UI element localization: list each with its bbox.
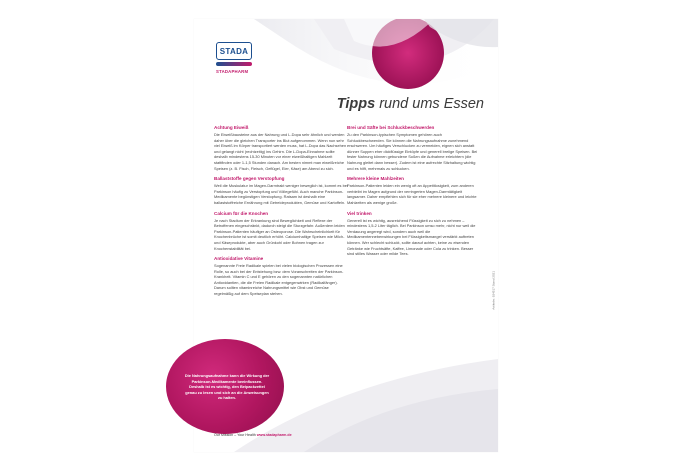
footer-url-link[interactable]: www.stadapharm.de bbox=[256, 433, 292, 437]
logo-subtitle: STADAPHARM bbox=[216, 69, 249, 74]
logo-swoosh-icon bbox=[216, 62, 252, 66]
section bbox=[347, 176, 480, 205]
section bbox=[347, 125, 480, 171]
section-text: Zu den Parkinson-typischen Symptomen gehören auch Schluckbeschwerden. Sie können die Nahrungsaufnahme zunehmend erschweren. Um häufiges Verschlucken zu vermeiden, eignen sich anstatt dünner Suppen eher dickflüssige Eintöpfe und generell breiige Speisen. Bei fester Nahrung können gebundene Soßen die Aufnahme erleichtern (die Nahrung gleitet dann besser). Zudem ist eine aufrechte Sitzhaltung wichtig und es hilft, mehrmals zu schlucken. bbox=[347, 132, 478, 171]
section-text: Parkinson-Patienten leiden ein wenig oft an Appetitlosigkeit, zum anderen verbleibt im Magen aufgrund der verringerten Magen-Darmtätigkeit langsamer. Daher empfiehlen sich für sie eher mehrere kleinere und leichte Mahlzeiten als wenige große. bbox=[347, 183, 477, 205]
section bbox=[214, 211, 348, 252]
section-text: Sogenannte Freie Radikale spielen bei vielen biologischen Prozessen eine Rolle, so auch bei der Entstehung bzw. dem Voranschreiten der Parkinson-Krankheit. Vitamin C und E gehören zu den sogenannten natürlichen Antioxidantien, die die Freien Radikale entgegenwirken (Radikalfänger). Darum sollten vitaminreiche Nahrungsmittel wie Obst und Gemüse regelmäßig auf dem Speiseplan stehen. bbox=[214, 263, 344, 297]
section bbox=[214, 125, 348, 171]
section-heading: Brei und Säfte bei Schluckbeschwerden bbox=[347, 125, 435, 130]
section-text: Generell ist es wichtig, ausreichend Flüssigkeit zu sich zu nehmen – mindestens 1,5-2 Liter täglich. Bei Parkinson umso mehr, nicht nur weil die Verdauung angeregt wird, sondern auch weil die Medikamentennebenwirkungen bei Flüssigkeitsmangel verstärkt auftreten können. Wer schlecht schluckt, sollte darauf achten, keine zu eisenden Getränke wie Fruchtsäfte, Kaffee, Limonade oder Cola zu trinken. Besser sind stilles Wasser oder milde Tees. bbox=[347, 217, 476, 257]
section-text: Weil die Muskulatur im Magen-Darmtrakt weniger beweglich ist, kommt es bei Parkinson häufig zu Verstopfung und Völlegefühl. Auch manche Parkinson-Medikamente begünstigen Verstopfung. Ratsam ist deshalb eine ballaststoffreiche Ernährung mit Getreideprodukten, Gemüse und Kartoffeln. bbox=[214, 183, 348, 205]
callout-text: Die Nahrungsaufnahme kann die Wirkung der Parkinson-Medikamente beeinflussen. Deshalb ist es wichtig, den Beipackzettel genau zu lesen und sich an die Anweisungen zu halten. bbox=[184, 373, 270, 401]
section-text: Die Eiweißbausteine aus der Nahrung und L-Dopa sehr ähnlich und werden daher über die gleichen Transporter ins Blut aufgenommen. Wenn nun sehr viel Eiweiß im Körper transportiert werden muss, hat L-Dopa das Nachsehen und gelangt nicht (rechtzeitig) ins Gehirn. Die L-Dopa-Einnahme sollte deshalb mindestens 15-30 Minuten vor einer eiweißhaltigen Mahlzeit stattfinden oder 1-1,5 Stunden danach. Am besten nimmt man eiweißreiche Speisen (z. B. Fisch, Fleisch, Geflügel, Eier, Käse) am Abend zu sich. bbox=[214, 132, 347, 171]
section-heading: Achtung Eiweiß bbox=[214, 125, 249, 130]
title-bold: Tipps bbox=[336, 96, 376, 112]
section-heading: Mehrere kleine Mahlzeiten bbox=[347, 176, 404, 182]
section-heading: Antioxidative Vitamine bbox=[214, 256, 264, 262]
section bbox=[214, 256, 348, 297]
article-number: Artikelnr. 924517 Stand 2021 bbox=[492, 271, 496, 310]
section-text: Je nach Stadium der Erkrankung sind Beweglichkeit und Reflexe der Betroffenen eingeschränkt, dadurch steigt die Sturzgefahr. Außerdem leiden Parkinson-Patienten häufiger an Osteoporose. Die Wahrscheinlichkeit für Knochenbrüche ist somit deutlich erhöht. Calciumhaltige Speisen wie Milch- und Käseprodukte, aber auch Grünkohl oder Bohnen tragen zur Knochenstabilität bei. bbox=[214, 217, 345, 251]
logo-wordmark: STADA bbox=[219, 46, 249, 56]
right-column bbox=[347, 125, 480, 262]
stada-logo bbox=[216, 42, 260, 86]
section bbox=[214, 176, 348, 205]
left-column bbox=[214, 125, 348, 302]
mission-text: Our Mission – Your Health bbox=[214, 433, 256, 437]
section-heading: Calcium für die Knochen bbox=[214, 210, 269, 216]
section-heading: Viel trinken bbox=[347, 210, 372, 216]
section bbox=[347, 211, 480, 257]
section-heading: Ballaststoffe gegen Verstopfung bbox=[214, 176, 285, 182]
page-title bbox=[337, 96, 484, 112]
title-rest: rund ums Essen bbox=[379, 96, 484, 112]
